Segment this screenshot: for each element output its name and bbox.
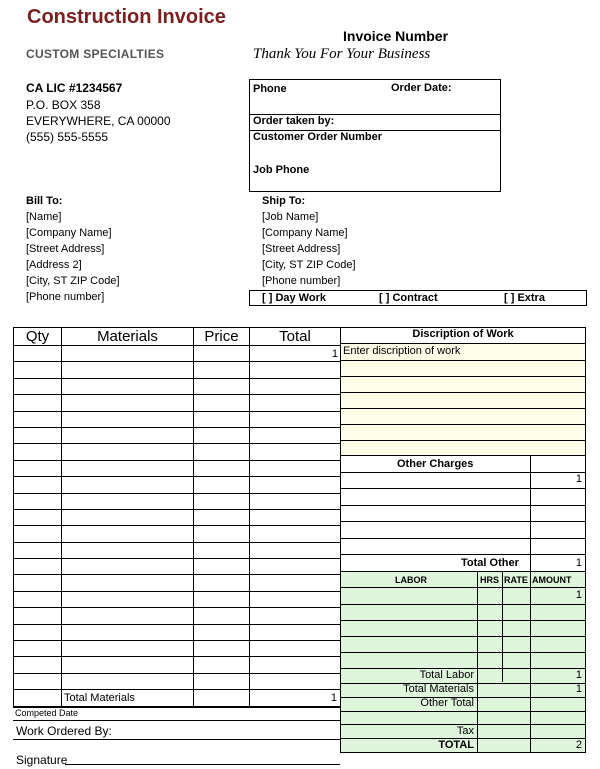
qty-cell[interactable] [14, 673, 62, 689]
signature-row [13, 751, 340, 765]
qty-cell[interactable] [14, 395, 62, 411]
total-cell[interactable] [250, 444, 341, 460]
company-name: CUSTOM SPECIALTIES [26, 47, 165, 61]
bill-to-line: [Name] [26, 211, 62, 223]
desc-row-line [341, 392, 585, 393]
labor-header: LABOR [395, 575, 427, 585]
material-cell[interactable] [62, 346, 194, 362]
qty-header: Qty [14, 328, 62, 346]
col-divider [477, 572, 478, 752]
table-row [14, 427, 341, 443]
labor-row-line [341, 711, 585, 712]
table-row [14, 559, 341, 575]
table-row [14, 624, 341, 640]
thank-you-note: Thank You For Your Business [253, 46, 431, 62]
price-cell[interactable] [194, 346, 250, 362]
qty-cell[interactable] [14, 591, 62, 607]
material-cell[interactable] [62, 542, 194, 558]
total-cell[interactable] [250, 542, 341, 558]
total-cell[interactable] [250, 657, 341, 673]
completed-date-row [13, 708, 340, 721]
total-header: Total [250, 328, 341, 346]
materials-header-row [14, 328, 341, 346]
work-ordered-row [13, 721, 340, 740]
material-cell[interactable] [62, 460, 194, 476]
labor-box [340, 571, 586, 753]
signature-label: Signature [16, 753, 68, 767]
amount-header: AMOUNT [532, 575, 572, 585]
ship-to-label: Ship To: [262, 195, 306, 207]
qty-cell[interactable] [14, 362, 62, 378]
address-line: P.O. BOX 358 [26, 98, 101, 112]
table-row [14, 460, 341, 476]
grand-total-value: 2 [575, 739, 582, 751]
total-materials-value: 1 [330, 692, 337, 704]
signature-line[interactable] [65, 764, 340, 765]
table-row [14, 362, 341, 378]
oc-row-line [341, 554, 585, 555]
total-cell[interactable] [250, 477, 341, 493]
total-labor-value: 1 [575, 669, 582, 681]
other-charges-box [340, 455, 586, 572]
qty-cell[interactable] [14, 493, 62, 509]
ship-to-line: [Job Name] [262, 211, 319, 223]
labor-amount-value: 1 [575, 589, 582, 601]
labor-row-line [341, 620, 585, 621]
material-cell[interactable] [62, 493, 194, 509]
work-type-box [249, 290, 587, 306]
price-cell[interactable] [194, 542, 250, 558]
work-ordered-by-label: Work Ordered By: [16, 724, 112, 738]
total-cell[interactable] [250, 559, 341, 575]
day-work-checkbox[interactable]: [ ] Day Work [262, 292, 326, 304]
labor-row-line [341, 604, 585, 605]
qty-cell[interactable] [14, 575, 62, 591]
price-cell[interactable] [194, 460, 250, 476]
total-cell[interactable] [250, 411, 341, 427]
other-total-label: Other Total [420, 697, 474, 709]
bill-to-line: [Company Name] [26, 227, 112, 239]
phone-row [250, 80, 500, 115]
price-cell[interactable] [194, 395, 250, 411]
material-cell[interactable] [62, 477, 194, 493]
ship-to-line: [Company Name] [262, 227, 348, 239]
total-cell[interactable] [250, 673, 341, 689]
bill-to-label: Bill To: [26, 195, 63, 207]
phone-label: Phone [253, 83, 287, 95]
qty-cell[interactable] [14, 641, 62, 657]
price-cell[interactable] [194, 509, 250, 525]
ship-to-line: [City, ST ZIP Code] [262, 259, 356, 271]
material-cell[interactable] [62, 591, 194, 607]
invoice-title: Construction Invoice [27, 6, 226, 28]
total-cell[interactable] [250, 608, 341, 624]
description-box [340, 327, 586, 456]
desc-row-line [341, 376, 585, 377]
address-line: (555) 555-5555 [26, 130, 109, 144]
material-cell[interactable] [62, 411, 194, 427]
price-cell[interactable] [194, 624, 250, 640]
total-other-label: Total Other [461, 557, 519, 569]
order-date-label: Order Date: [391, 82, 452, 94]
invoice-number-label: Invoice Number [343, 28, 449, 44]
total-cell[interactable] [250, 395, 341, 411]
total-cell[interactable] [250, 493, 341, 509]
col-divider [502, 572, 503, 682]
price-cell[interactable] [194, 444, 250, 460]
material-cell[interactable] [62, 608, 194, 624]
labor-total-materials-label: Total Materials [403, 683, 474, 695]
table-row [14, 542, 341, 558]
material-cell[interactable] [62, 526, 194, 542]
description-input[interactable]: Enter discription of work [343, 345, 461, 357]
bill-to-line: [City, ST ZIP Code] [26, 275, 120, 287]
price-cell[interactable] [194, 657, 250, 673]
price-cell[interactable] [194, 673, 250, 689]
job-phone-label: Job Phone [253, 164, 310, 176]
materials-header: Materials [62, 328, 194, 346]
ship-to-line: [Phone number] [262, 275, 341, 287]
table-row [14, 657, 341, 673]
other-charges-header: Other Charges [397, 458, 474, 470]
material-cell[interactable] [62, 673, 194, 689]
total-materials-row [13, 692, 340, 708]
labor-total-materials-value: 1 [575, 683, 582, 695]
table-row [14, 509, 341, 525]
oc-row-line [341, 472, 585, 473]
grand-total-label: TOTAL [438, 739, 474, 751]
labor-row-line [341, 652, 585, 653]
order-info-box [249, 79, 501, 192]
material-cell[interactable] [62, 657, 194, 673]
price-cell[interactable] [194, 362, 250, 378]
bill-to-line: [Phone number] [26, 291, 105, 303]
material-cell[interactable] [62, 427, 194, 443]
labor-row-line [341, 636, 585, 637]
price-cell[interactable] [194, 493, 250, 509]
total-cell[interactable] [250, 378, 341, 394]
customer-order-number-label: Customer Order Number [253, 131, 382, 143]
table-row [14, 411, 341, 427]
other-charge-value: 1 [575, 473, 582, 485]
qty-cell[interactable] [14, 346, 62, 362]
table-row [14, 395, 341, 411]
oc-row-line [341, 521, 585, 522]
material-cell[interactable] [62, 378, 194, 394]
contract-checkbox[interactable]: [ ] Contract [379, 292, 438, 304]
total-cell[interactable] [250, 362, 341, 378]
bill-to-line: [Street Address] [26, 243, 105, 255]
total-other-value: 1 [575, 557, 582, 569]
price-cell[interactable] [194, 477, 250, 493]
table-row [14, 575, 341, 591]
material-cell[interactable] [62, 624, 194, 640]
total-cell[interactable] [250, 526, 341, 542]
col-divider [530, 572, 531, 752]
total-labor-label: Total Labor [419, 669, 474, 681]
qty-cell[interactable] [14, 427, 62, 443]
qty-cell[interactable] [14, 624, 62, 640]
qty-cell[interactable] [14, 657, 62, 673]
price-cell[interactable] [194, 591, 250, 607]
total-cell[interactable] [250, 427, 341, 443]
material-cell[interactable] [62, 444, 194, 460]
qty-cell[interactable] [14, 608, 62, 624]
oc-row-line [341, 538, 585, 539]
price-cell[interactable] [194, 427, 250, 443]
material-cell[interactable] [62, 575, 194, 591]
material-cell[interactable] [62, 509, 194, 525]
materials-table [13, 327, 341, 707]
qty-cell[interactable] [14, 460, 62, 476]
table-row [14, 477, 341, 493]
price-cell[interactable] [194, 411, 250, 427]
price-cell[interactable] [194, 559, 250, 575]
total-cell[interactable] [250, 624, 341, 640]
qty-cell[interactable] [14, 378, 62, 394]
oc-row-line [341, 505, 585, 506]
tax-label: Tax [456, 725, 474, 737]
rate-header: RATE [504, 575, 528, 585]
hrs-header: HRS [480, 575, 500, 585]
qty-cell[interactable] [14, 559, 62, 575]
desc-row-line [341, 360, 585, 361]
order-taken-label: Order taken by: [253, 115, 335, 127]
qty-cell[interactable] [14, 477, 62, 493]
qty-cell[interactable] [14, 444, 62, 460]
material-cell[interactable] [62, 362, 194, 378]
oc-row-line [341, 488, 585, 489]
total-cell[interactable]: 1 [250, 346, 341, 362]
price-cell[interactable] [194, 608, 250, 624]
total-cell[interactable] [250, 641, 341, 657]
table-row [14, 444, 341, 460]
order-taken-row [250, 114, 500, 131]
qty-cell[interactable] [14, 411, 62, 427]
table-row [14, 493, 341, 509]
table-row [14, 378, 341, 394]
table-row [14, 608, 341, 624]
total-cell[interactable] [250, 591, 341, 607]
desc-row-line [341, 408, 585, 409]
ship-to-line: [Street Address] [262, 243, 341, 255]
extra-checkbox[interactable]: [ ] Extra [504, 292, 545, 304]
desc-row-line [341, 424, 585, 425]
total-materials-label: Total Materials [64, 692, 135, 704]
material-cell[interactable] [62, 641, 194, 657]
license-number: CA LIC #1234567 [26, 81, 123, 95]
table-row [14, 641, 341, 657]
price-cell[interactable] [194, 526, 250, 542]
price-header: Price [194, 328, 250, 346]
qty-cell[interactable] [14, 509, 62, 525]
address-line: EVERYWHERE, CA 00000 [26, 114, 171, 128]
bill-to-line: [Address 2] [26, 259, 82, 271]
total-cell[interactable] [250, 460, 341, 476]
table-row [14, 346, 341, 362]
desc-row-line [341, 440, 585, 441]
table-row [14, 673, 341, 689]
table-row [14, 526, 341, 542]
total-cell[interactable] [250, 575, 341, 591]
material-cell[interactable] [62, 395, 194, 411]
price-cell[interactable] [194, 575, 250, 591]
labor-row-line [341, 587, 585, 588]
qty-cell[interactable] [14, 542, 62, 558]
material-cell[interactable] [62, 559, 194, 575]
table-row [14, 591, 341, 607]
description-header: Discription of Work [341, 328, 585, 344]
completed-date-label: Competed Date [15, 708, 79, 718]
qty-cell[interactable] [14, 526, 62, 542]
price-cell[interactable] [194, 378, 250, 394]
total-cell[interactable] [250, 509, 341, 525]
price-cell[interactable] [194, 641, 250, 657]
